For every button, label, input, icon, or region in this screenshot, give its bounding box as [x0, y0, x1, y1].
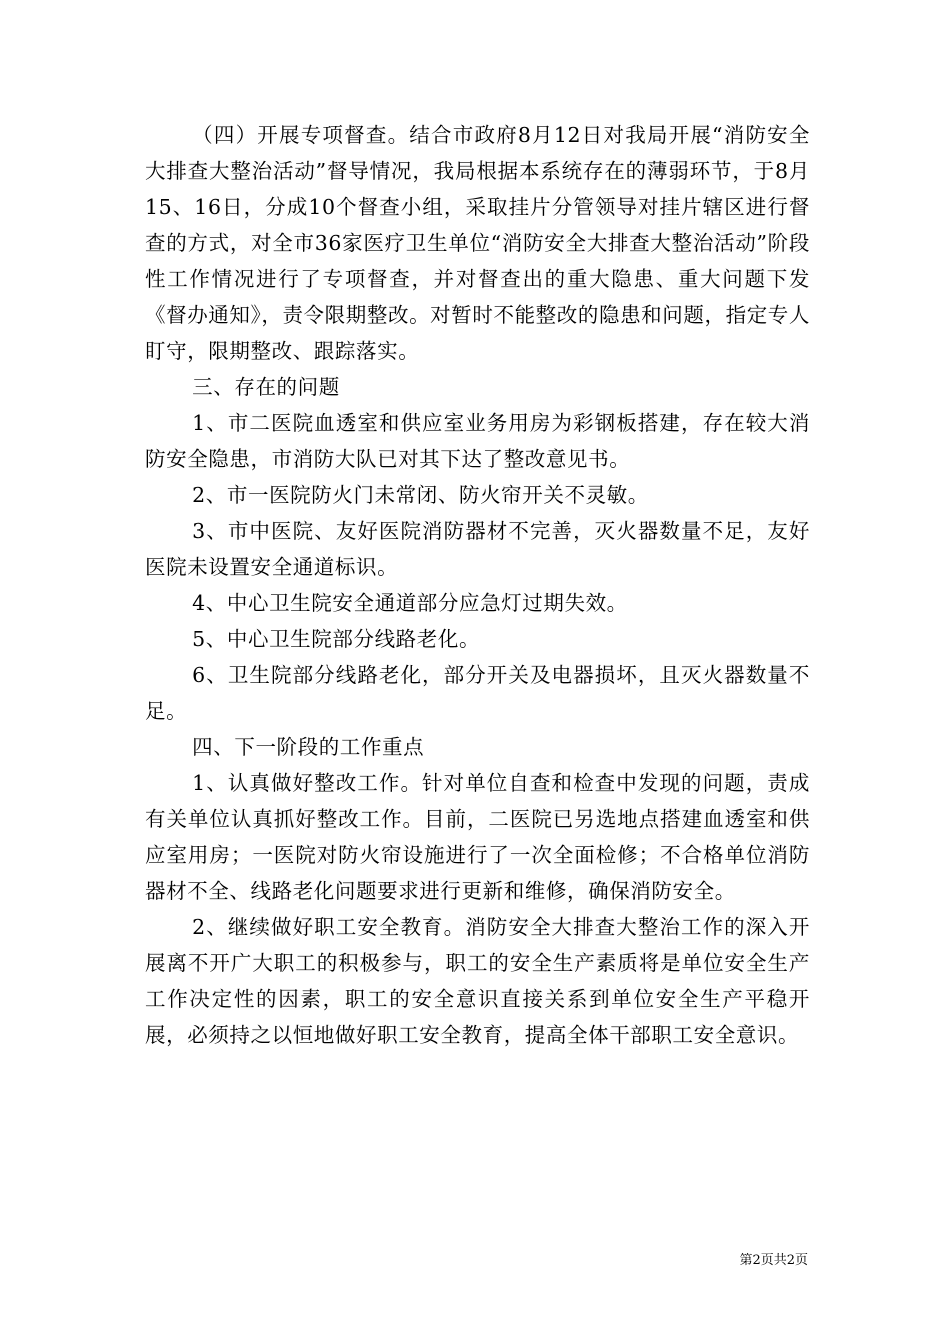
page-number-footer: 第2页共2页: [739, 1253, 808, 1268]
problem-item-6: 6、卫生院部分线路老化，部分开关及电器损坏，且灭火器数量不足。: [145, 663, 810, 723]
section-heading-next-steps: 四、下一阶段的工作重点: [192, 735, 425, 759]
problem-item-1: 1、市二医院血透室和供应室业务用房为彩钢板搭建，存在较大消防安全隐患，市消防大队已对其下达了整改意见书。: [145, 411, 810, 471]
problem-item-4: 4、中心卫生院安全通道部分应急灯过期失效。: [192, 591, 628, 615]
problem-item-2: 2、市一医院防火门未常闭、防火帘开关不灵敏。: [192, 483, 649, 507]
problem-item-5: 5、中心卫生院部分线路老化。: [192, 627, 481, 651]
document-body: [145, 117, 810, 1053]
problem-item-3: 3、市中医院、友好医院消防器材不完善，灭火器数量不足，友好医院未设置安全通道标识。: [145, 519, 810, 579]
section-heading-problems: 三、存在的问题: [192, 375, 340, 399]
next-step-item-1: 1、认真做好整改工作。针对单位自查和检查中发现的问题，责成有关单位认真抓好整改工作。目前，二医院已另选地点搭建血透室和供应室用房；一医院对防火帘设施进行了一次全面检修；不合格单位消防器材不全、线路老化问题要求进行更新和维修，确保消防安全。: [145, 771, 810, 903]
paragraph-special-inspection: （四）开展专项督查。结合市政府8月12日对我局开展“消防安全大排查大整治活动”督导情况，我局根据本系统存在的薄弱环节，于8月15、16日，分成10个督查小组，采取挂片分管领导对挂片辖区进行督查的方式，对全市36家医疗卫生单位“消防安全大排查大整治活动”阶段性工作情况进行了专项督查，并对督查出的重大隐患、重大问题下发《督办通知》，责令限期整改。对暂时不能整改的隐患和问题，指定专人盯守，限期整改、跟踪落实。: [145, 123, 810, 363]
next-step-item-2: 2、继续做好职工安全教育。消防安全大排查大整治工作的深入开展离不开广大职工的积极参与，职工的安全生产素质将是单位安全生产工作决定性的因素，职工的安全意识直接关系到单位安全生产平稳开展，必须持之以恒地做好职工安全教育，提高全体干部职工安全意识。: [145, 915, 810, 1047]
